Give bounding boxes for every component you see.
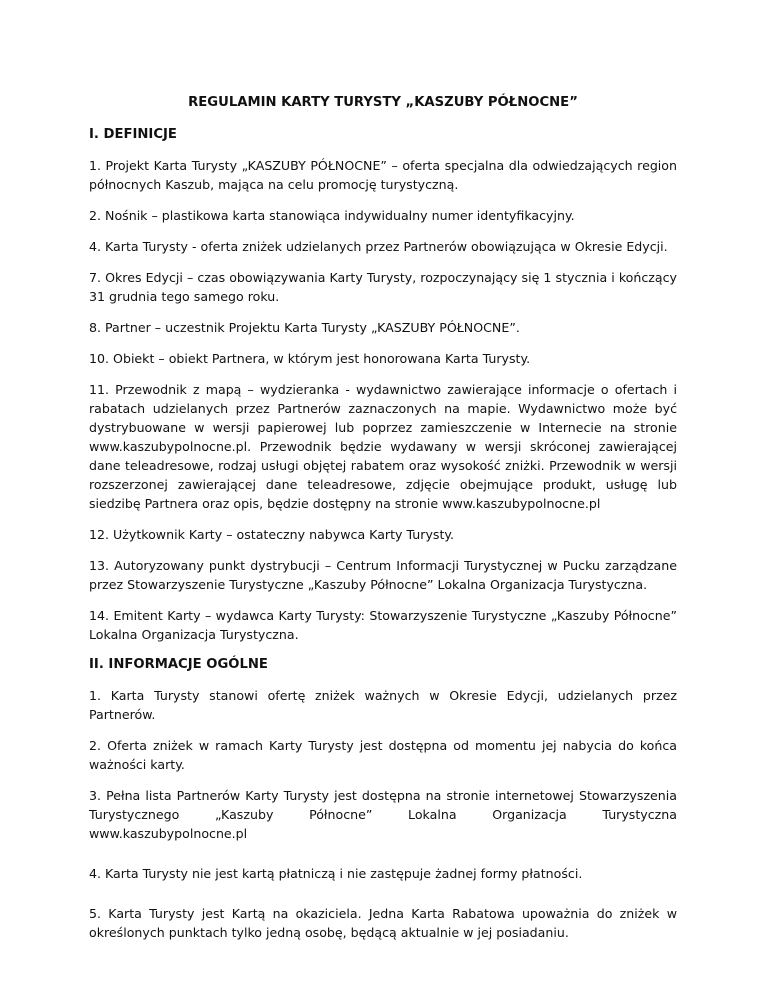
definition-paragraph: 2. Nośnik – plastikowa karta stanowiąca indywidualny numer identyfikacyjny. bbox=[89, 208, 575, 223]
definition-paragraph: 14. Emitent Karty – wydawca Karty Turysty: Stowarzyszenie Turystyczne „Kaszuby Północne” Lokalna Organizacja Turystyczna. bbox=[89, 608, 677, 642]
general-info-paragraph: 1. Karta Turysty stanowi ofertę zniżek ważnych w Okresie Edycji, udzielanych przez Partnerów. bbox=[89, 688, 677, 722]
section-heading-general-info: II. INFORMACJE OGÓLNE bbox=[89, 657, 268, 672]
definition-paragraph: 10. Obiekt – obiekt Partnera, w którym jest honorowana Karta Turysty. bbox=[89, 351, 531, 366]
general-info-paragraph: 4. Karta Turysty nie jest kartą płatniczą i nie zastępuje żadnej formy płatności. bbox=[89, 866, 583, 881]
document-content bbox=[89, 94, 677, 954]
definition-paragraph: 1. Projekt Karta Turysty „KASZUBY PÓŁNOCNE” – oferta specjalna dla odwiedzających region północnych Kaszub, mająca na celu promocję turystyczną. bbox=[89, 158, 677, 192]
general-info-paragraph: 5. Karta Turysty jest Kartą na okaziciela. Jedna Karta Rabatowa upoważnia do zniżek w określonych punktach tylko jedną osobę, będącą aktualnie w jej posiadaniu. bbox=[89, 906, 677, 940]
definition-paragraph: 7. Okres Edycji – czas obowiązywania Karty Turysty, rozpoczynający się 1 stycznia i kończący 31 grudnia tego samego roku. bbox=[89, 270, 677, 304]
document-title: REGULAMIN KARTY TURYSTY „KASZUBY PÓŁNOCNE” bbox=[188, 95, 578, 110]
definition-paragraph: 8. Partner – uczestnik Projektu Karta Turysty „KASZUBY PÓŁNOCNE”. bbox=[89, 320, 520, 335]
general-info-paragraph: 2. Oferta zniżek w ramach Karty Turysty jest dostępna od momentu jej nabycia do końca ważności karty. bbox=[89, 738, 677, 772]
definition-paragraph: 13. Autoryzowany punkt dystrybucji – Centrum Informacji Turystycznej w Pucku zarządzane przez Stowarzyszenie Turystyczne „Kaszuby Północne” Lokalna Organizacja Turystyczna. bbox=[89, 558, 677, 592]
definition-paragraph: 11. Przewodnik z mapą – wydzieranka - wydawnictwo zawierające informacje o ofertach i rabatach udzielanych przez Partnerów zaznaczonych na mapie. Wydawnictwo może być dystrybuowane w wersji papierowej lub poprzez zamieszczenie w Internecie na stronie www.kaszubypolnocne.pl. Przewodnik będzie wydawany w wersji skróconej zawierającej dane teleadresowe, rodzaj usługi objętej rabatem oraz wysokość zniżki. Przewodnik w wersji rozszerzonej zawierającej dane teleadresowe, zdjęcie obejmujące produkt, usługę lub siedzibę Partnera oraz opis, będzie dostępny na stronie www.kaszubypolnocne.pl bbox=[89, 382, 677, 511]
section-heading-definitions: I. DEFINICJE bbox=[89, 127, 177, 142]
general-info-paragraph: 3. Pełna lista Partnerów Karty Turysty jest dostępna na stronie internetowej Stowarzyszenia Turystycznego „Kaszuby Północne” Lokalna Organizacja Turystyczna www.kaszubypolnocne.pl bbox=[89, 788, 677, 841]
definition-paragraph: 4. Karta Turysty - oferta zniżek udzielanych przez Partnerów obowiązująca w Okresie Edycji. bbox=[89, 239, 668, 254]
definition-paragraph: 12. Użytkownik Karty – ostateczny nabywca Karty Turysty. bbox=[89, 527, 455, 542]
